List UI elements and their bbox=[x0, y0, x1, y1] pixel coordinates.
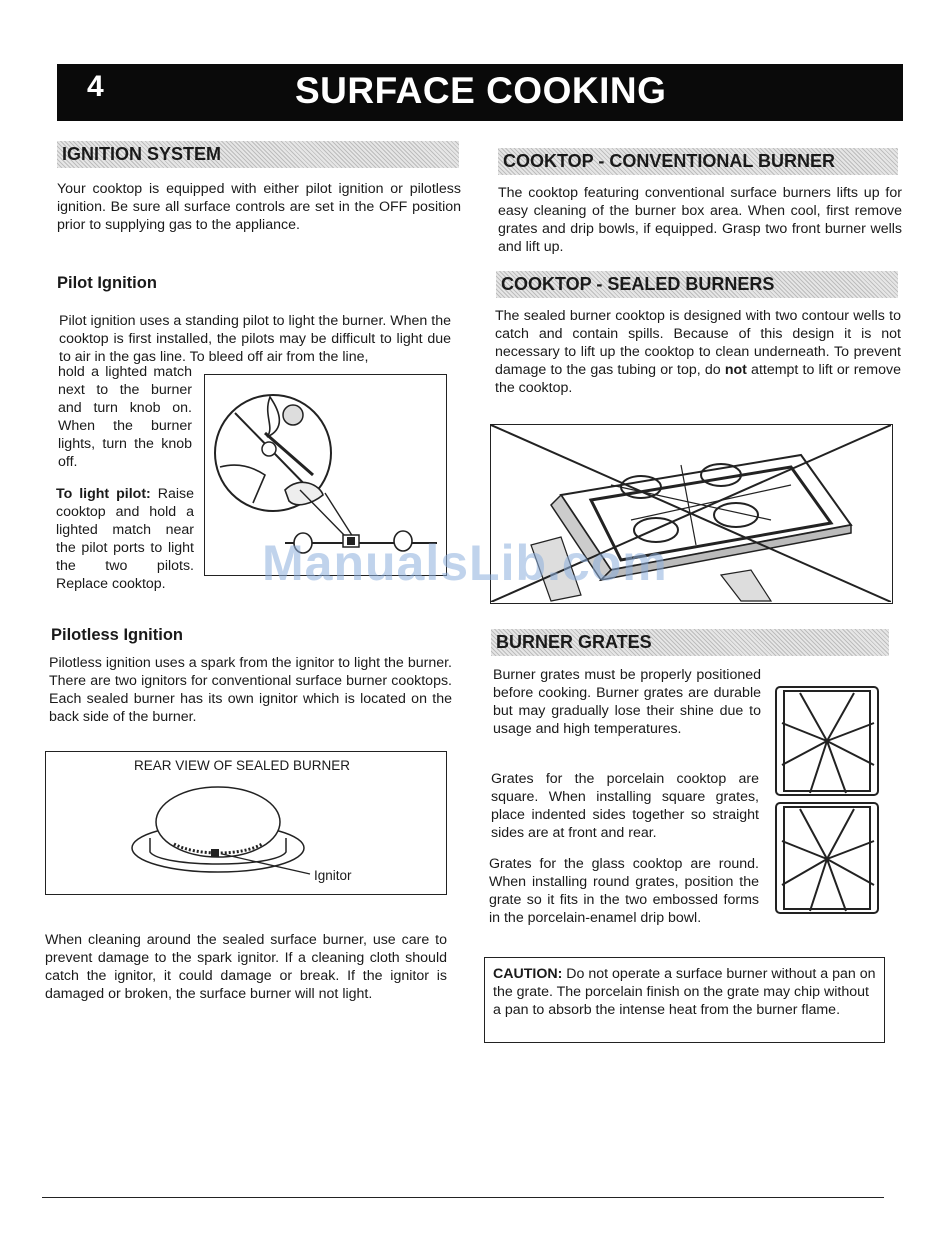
caution-label: CAUTION: bbox=[493, 966, 563, 982]
pilot-ignition-para-cont: hold a lighted match next to the burner and turn knob on. When the burner lights, turn the knob off. bbox=[58, 364, 192, 470]
conventional-burner-para: The cooktop featuring conventional surface burners lifts up for easy cleaning of the burner box area. When cool, first remove grates and drip bowls, if equipped. Grasp two front burner wells and lift up. bbox=[498, 185, 902, 255]
sealed-burners-not: not bbox=[724, 362, 747, 378]
sealed-burner-illustration bbox=[46, 752, 445, 893]
rear-view-figure bbox=[45, 751, 447, 895]
burner-grates-para-1: Burner grates must be properly positioned before cooking. Burner grates are durable but may gradually lose their shine due to usage and high temperatures. bbox=[493, 667, 761, 737]
pilotless-ignition-para: Pilotless ignition uses a spark from the ignitor to light the burner. There are two ignitors for conventional surface burner cooktops. Each sealed burner has its own ignitor which is located on the back side of the burner. bbox=[49, 655, 452, 725]
light-pilot-label: To light pilot: bbox=[56, 486, 151, 502]
square-grates-illustration bbox=[770, 683, 884, 919]
footer-rule bbox=[42, 1197, 884, 1198]
burner-grates-para-2: Grates for the porcelain cooktop are square. When installing square grates, place indented sides together so straight sides are at front and rear. bbox=[491, 771, 759, 841]
page-number: 4 bbox=[87, 70, 104, 103]
light-pilot-text: Raise cooktop and hold a lighted match near the pilot ports to light the two pilots. Replace cooktop. bbox=[56, 486, 194, 592]
burner-grates-heading: BURNER GRATES bbox=[491, 629, 889, 656]
burner-grates-para-3: Grates for the glass cooktop are round. When installing round grates, position the grate so it fits in the two embossed forms in the porcelain-enamel drip bowl. bbox=[489, 856, 759, 926]
page-header bbox=[57, 64, 903, 121]
pilotless-ignition-heading: Pilotless Ignition bbox=[51, 626, 184, 644]
manualslib-watermark: ManualsLib.com bbox=[262, 535, 668, 591]
sealed-burners-text-a: The sealed burner cooktop is designed with two contour wells to catch and contain spills. Because of this design it is not necessary to lift up the cooktop to clean underneath. To prevent damage to the gas tubing or top, do bbox=[495, 308, 901, 378]
page-title: SURFACE COOKING bbox=[295, 70, 667, 111]
conventional-burner-heading: COOKTOP - CONVENTIONAL BURNER bbox=[498, 148, 898, 175]
ignition-intro: Your cooktop is equipped with either pilot ignition or pilotless ignition. Be sure all surface controls are set in the OFF position prior to supplying gas to the appliance. bbox=[57, 181, 461, 233]
rear-view-figure-title: REAR VIEW OF SEALED BURNER bbox=[134, 758, 351, 773]
caution-body: Do not operate a surface burner without a pan on the grate. The porcelain finish on the grate may chip without a pan to absorb the intense heat from the burner flame. bbox=[493, 966, 876, 1018]
pilot-ignition-para: Pilot ignition uses a standing pilot to light the burner. When the cooktop is first installed, the pilots may be difficult to light due to air in the gas line. To bleed off air from the line, bbox=[59, 313, 451, 365]
sealed-burners-text-b: attempt to lift or remove the cooktop. bbox=[495, 362, 902, 396]
sealed-burners-heading: COOKTOP - SEALED BURNERS bbox=[496, 271, 898, 298]
light-pilot-para bbox=[56, 485, 194, 593]
caution-box bbox=[484, 957, 885, 1043]
cleaning-ignitor-para: When cleaning around the sealed surface burner, use care to prevent damage to the spark ignitor. If a cleaning cloth should catch the ignitor, it could damage or break. If the ignitor is damaged or broken, the surface burner will not light. bbox=[45, 932, 447, 1002]
sealed-burners-para bbox=[495, 307, 901, 397]
ignitor-label: Ignitor bbox=[314, 868, 352, 883]
pilot-ignition-heading: Pilot Ignition bbox=[57, 274, 157, 292]
caution-text bbox=[493, 965, 876, 1019]
ignition-system-heading: IGNITION SYSTEM bbox=[57, 141, 459, 168]
